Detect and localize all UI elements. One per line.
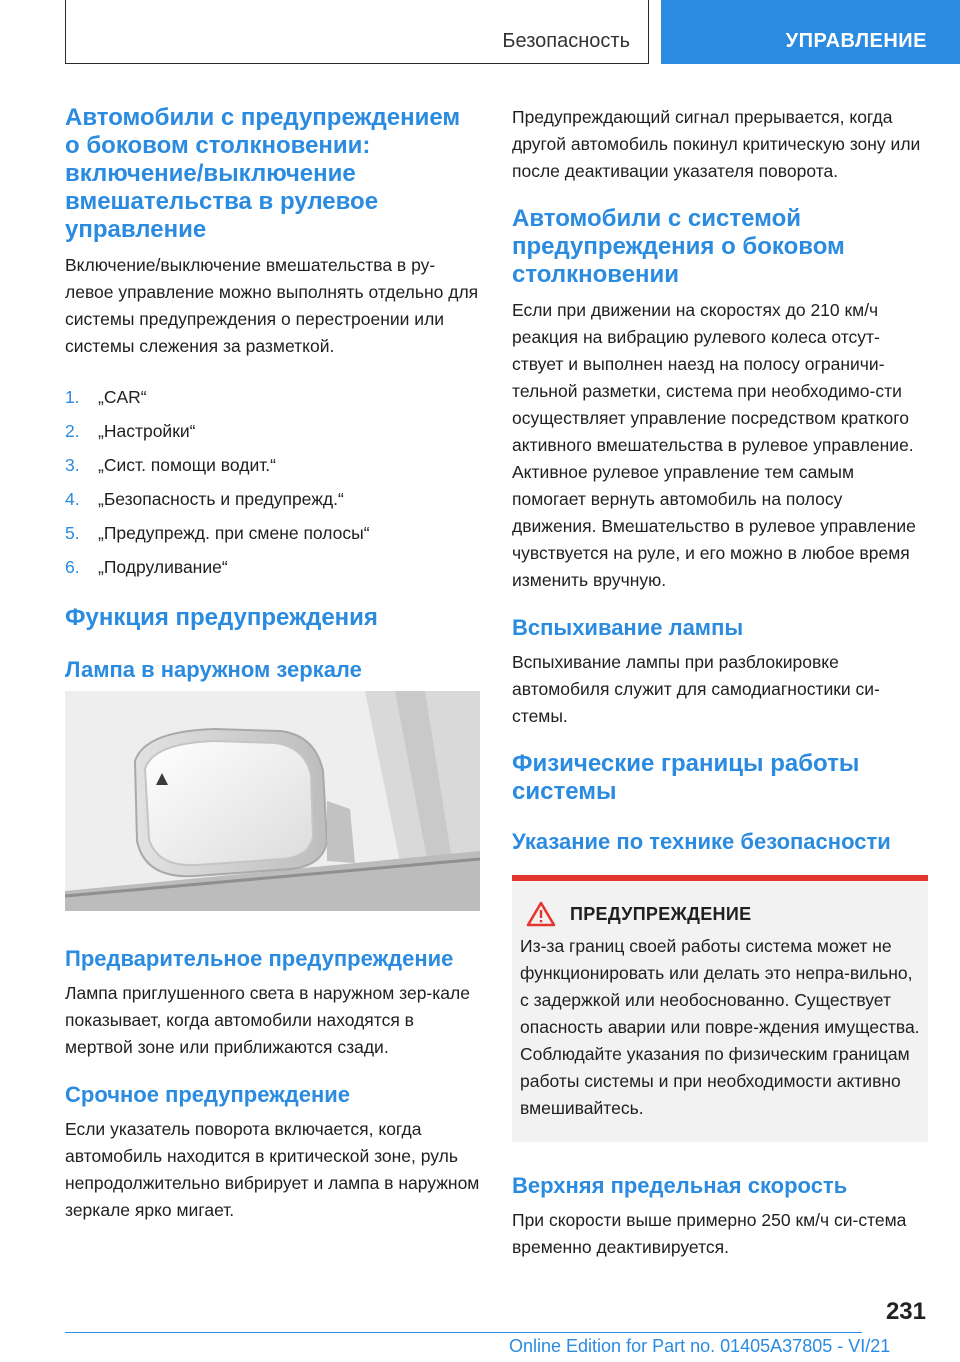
warning-text: Из-за границ своей работы система может не функционировать или делать это непра-вильно, с задержкой или необоснованно. Существует опасность аварии или повре-ждения имущества. Соблюдайте указания по физическим границам работы системы и при необходимости активно вмешивайтесь. (520, 936, 920, 1118)
list-item: 5. „Предупрежд. при смене полосы“ (65, 523, 370, 543)
header-chapter-label: УПРАВЛЕНИЕ (785, 30, 927, 52)
page-number: 231 (885, 1298, 926, 1325)
paragraph-pre-warning: Лампа приглушенного света в наружном зер-кале показывает, когда автомобили находятся в мертвой зоне или приближаются сзади. (65, 983, 470, 1057)
header-section-title: Безопасность (502, 30, 630, 52)
list-item: 6. „Подруливание“ (65, 557, 228, 577)
mirror-illustration (65, 691, 480, 911)
heading-speed-limit: Верхняя предельная скорость (512, 1173, 848, 1198)
heading-warning-function: Функция предупреждения (65, 604, 378, 631)
header-section-box (65, 0, 649, 64)
heading-lamp-flash: Вспыхивание лампы (512, 615, 744, 640)
settings-steps-list (65, 380, 480, 584)
paragraph-steering-settings: Включение/выключение вмешательства в ру-левое управление можно выполнять отдельно для системы предупреждения о перестроении или системы слежения за разметкой. (65, 255, 479, 356)
warning-title: ПРЕДУПРЕЖДЕНИЕ (570, 903, 752, 924)
warning-box (512, 875, 928, 1142)
left-column (65, 104, 480, 1244)
heading-safety-note: Указание по технике безопасности (512, 829, 891, 854)
heading-mirror-lamp: Лампа в наружном зеркале (65, 657, 362, 682)
heading-system-limits: Физические границы работы системы (512, 750, 860, 805)
paragraph-urgent-warning: Если указатель поворота включается, когда автомобиль находится в критической зоне, руль непродолжительно вибрирует и лампа в наружном зеркале ярко мигает. (65, 1119, 480, 1220)
heading-collision-system: Автомобили с системой предупреждения о боковом столкновении (512, 205, 845, 288)
paragraph-speed-limit: При скорости выше примерно 250 км/ч си-стема временно деактивируется. (512, 1210, 907, 1257)
mirror-photo (65, 691, 480, 911)
paragraph-signal-interrupt: Предупреждающий сигнал прерывается, когда другой автомобиль покинул критическую зону или после деактивации указателя поворота. (512, 107, 921, 181)
right-column (512, 104, 928, 1281)
heading-pre-warning: Предварительное предупреждение (65, 946, 454, 971)
heading-urgent-warning: Срочное предупреждение (65, 1082, 351, 1107)
list-item: 4. „Безопасность и предупрежд.“ (65, 489, 344, 509)
paragraph-collision-system: Если при движении на скоростях до 210 км/ч реакция на вибрацию рулевого колеса отсут-ствует и выполнен наезд на полосу ограничи-тельной разметки, система при необходимо-сти осуществляет управление посредством краткого активного вмешательства в рулевое управление. Активное рулевое управление тем самым помогает вернуть автомобиль на полосу движения. Вмешательство в рулевое управление чувствуется на руле, и его можно в любое время изменить вручную. (512, 300, 916, 590)
warning-triangle-icon (526, 901, 556, 927)
list-item: 1. „CAR“ (65, 387, 147, 407)
paragraph-lamp-flash: Вспыхивание лампы при разблокировке автомобиля служит для самодиагностики си-стемы. (512, 652, 880, 726)
warning-header (520, 901, 920, 927)
heading-steering-settings: Автомобили с предупреждением о боковом столкновении: включение/выключение вмешательства в рулевое управление (65, 104, 461, 243)
footer-edition: Online Edition for Part no. 01405A37805 - VI/21 (509, 1336, 891, 1356)
list-item: 2. „Настройки“ (65, 421, 196, 441)
list-item: 3. „Сист. помощи водит.“ (65, 455, 276, 475)
header-chapter-tab[interactable] (661, 0, 960, 64)
footer-divider (65, 1332, 862, 1333)
